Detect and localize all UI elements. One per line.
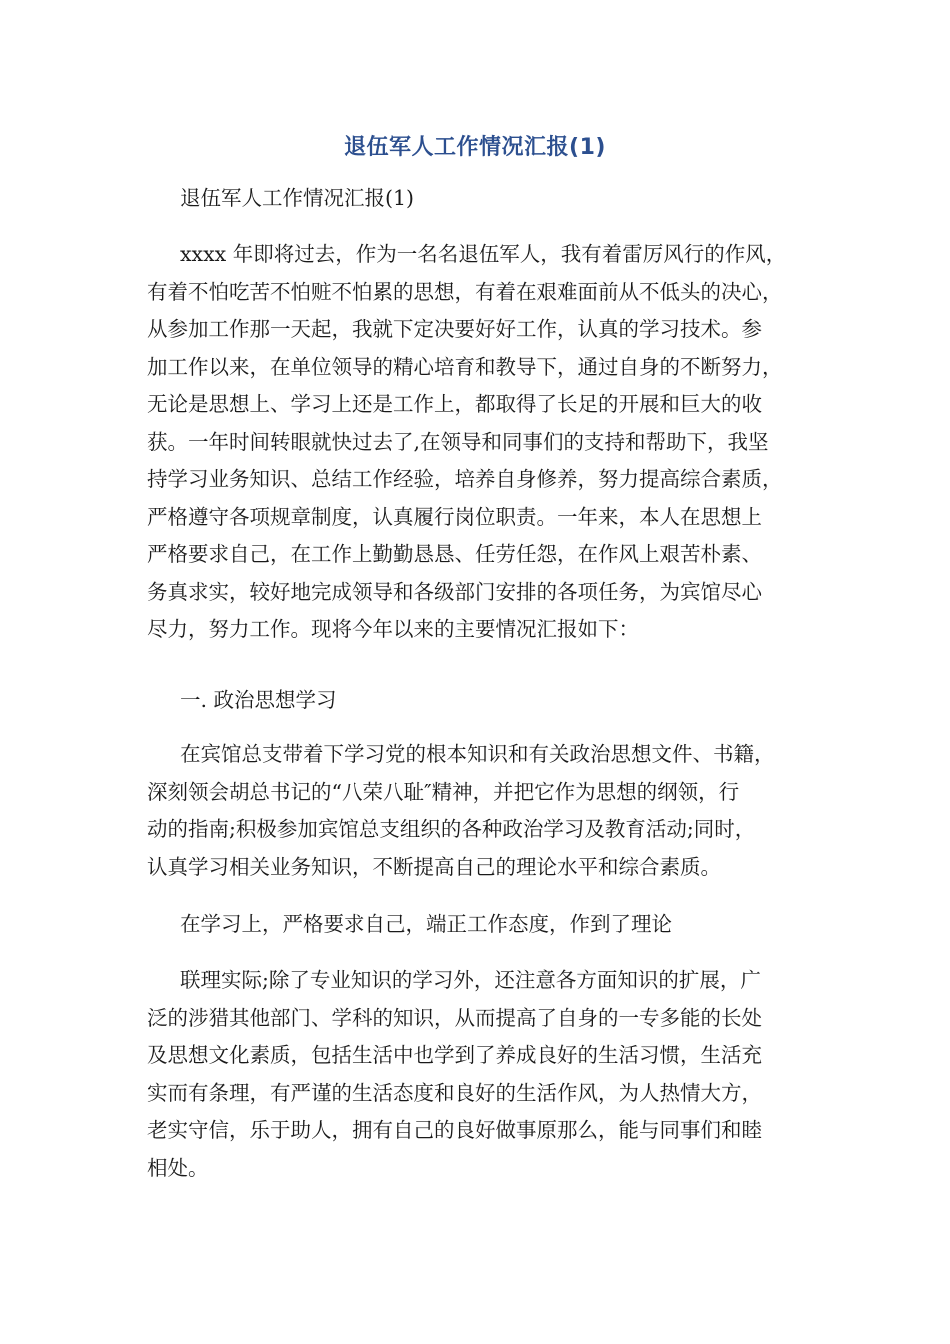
paragraph-line: 动的指南;积极参加宾馆总支组织的各种政治学习及教育活动;同时，: [147, 817, 756, 841]
paragraph-1: [147, 236, 807, 649]
paragraph-line: 深刻领会胡总书记的“八荣八耻″精神，并把它作为思想的纲领，行: [147, 779, 740, 804]
document-title: 退伍军人工作情况汇报(1): [344, 135, 606, 160]
section-heading: [147, 682, 807, 720]
subtitle-paragraph: [147, 180, 807, 218]
paragraph-line: 实而有条理，有严谨的生活态度和良好的生活作风，为人热情大方，: [147, 1080, 762, 1105]
paragraph-line: 在学习上，严格要求自己，端正工作态度，作到了理论: [180, 912, 672, 936]
paragraph-3: [147, 906, 807, 944]
paragraph-line: 联理实际;除了专业知识的学习外，还注意各方面知识的扩展，广: [180, 968, 761, 992]
paragraph-line: 严格遵守各项规章制度，认真履行岗位职责。一年来，本人在思想上: [147, 504, 762, 529]
document-body: [147, 180, 807, 218]
paragraph-line: 加工作以来，在单位领导的精心培育和教导下，通过自身的不断努力，: [147, 354, 783, 379]
paragraph-line: 老实守信，乐于助人，拥有自己的良好做事原那么，能与同事们和睦: [147, 1118, 762, 1142]
paragraph-4: [147, 962, 807, 1187]
paragraph-2: [147, 736, 807, 886]
paragraph-line: 相处。: [147, 1155, 209, 1180]
paragraph-line: 有着不怕吃苦不怕赃不怕累的思想，有着在艰难面前从不低头的决心，: [147, 279, 783, 304]
paragraph-line: 无论是思想上、学习上还是工作上，都取得了长足的开展和巨大的收: [147, 392, 762, 416]
paragraph-line: 严格要求自己，在工作上勤勤恳恳、任劳任怨，在作风上艰苦朴素、: [147, 542, 762, 566]
paragraph-line: 认真学习相关业务知识，不断提高自己的理论水平和综合素质。: [147, 854, 721, 879]
paragraph-line: 泛的涉猎其他部门、学科的知识，从而提高了自身的一专多能的长处: [147, 1005, 762, 1030]
paragraph-line: 在宾馆总支带着下学习党的根本知识和有关政治思想文件、书籍，: [180, 742, 775, 766]
section-heading-text: 一. 政治思想学习: [180, 688, 337, 712]
paragraph-line: 尽力，努力工作。现将今年以来的主要情况汇报如下：: [147, 617, 639, 641]
subtitle-line: 退伍军人工作情况汇报(1): [180, 186, 415, 210]
paragraph-line: 务真求实，较好地完成领导和各级部门安排的各项任务，为宾馆尽心: [147, 579, 762, 604]
paragraph-line: 获。一年时间转眼就快过去了,在领导和同事们的支持和帮助下，我坚: [147, 429, 769, 454]
paragraph-line: 从参加工作那一天起，我就下定决要好好工作，认真的学习技术。参: [147, 317, 762, 341]
paragraph-line: xxxx 年即将过去，作为一名名退伍军人，我有着雷厉风行的作风，: [180, 242, 787, 266]
paragraph-line: 及思想文化素质，包括生活中也学到了养成良好的生活习惯，生活充: [147, 1043, 762, 1067]
paragraph-line: 持学习业务知识、总结工作经验，培养自身修养，努力提高综合素质，: [147, 467, 783, 491]
